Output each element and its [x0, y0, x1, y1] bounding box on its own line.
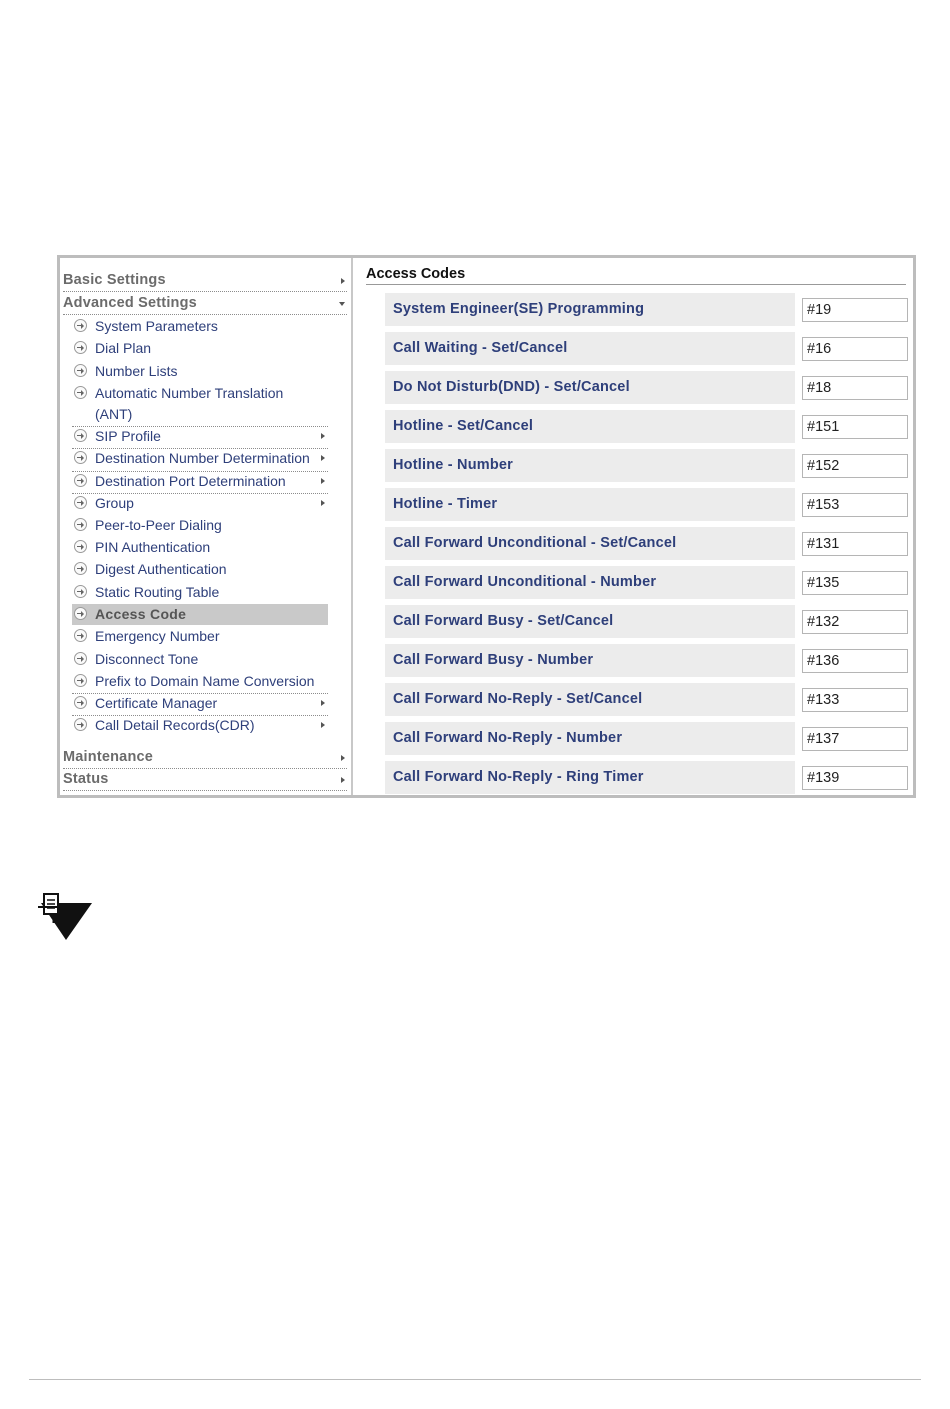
arrow-circle-icon — [74, 496, 87, 509]
arrow-circle-icon — [74, 562, 87, 575]
access-code-input[interactable] — [802, 649, 908, 673]
access-code-label: Call Forward Busy - Number — [385, 644, 795, 677]
access-code-input[interactable] — [802, 337, 908, 361]
section-basic-settings[interactable] — [63, 270, 347, 292]
sidebar — [60, 258, 350, 795]
access-code-label: Hotline - Timer — [385, 488, 795, 521]
sidebar-item-label: Static Routing Table — [95, 584, 220, 600]
sidebar-item-label: Number Lists — [95, 363, 178, 379]
access-code-row — [385, 605, 907, 638]
access-code-row — [385, 761, 907, 794]
access-code-row — [385, 488, 907, 521]
arrow-circle-icon — [74, 341, 87, 354]
access-code-row — [385, 293, 907, 326]
access-code-label: Call Forward Busy - Set/Cancel — [385, 605, 795, 638]
access-code-input[interactable] — [802, 571, 908, 595]
section-label: Basic Settings — [63, 272, 166, 288]
sidebar-item-label: SIP Profile — [95, 428, 161, 444]
access-code-input[interactable] — [802, 727, 908, 751]
sidebar-item-label: Access Code — [95, 606, 187, 622]
arrow-circle-icon — [74, 696, 87, 709]
access-code-row — [385, 410, 907, 443]
chevron-right-icon — [341, 777, 345, 783]
sidebar-item-destination-number-determination[interactable] — [72, 448, 328, 466]
arrow-circle-icon — [74, 386, 87, 399]
sidebar-item-sip-profile[interactable] — [72, 426, 328, 444]
sidebar-item-access-code[interactable] — [72, 604, 328, 625]
access-code-row — [385, 644, 907, 677]
arrow-circle-icon — [74, 629, 87, 642]
sidebar-item-label: PIN Authentication — [95, 539, 211, 555]
arrow-circle-icon — [74, 518, 87, 531]
access-code-input[interactable] — [802, 376, 908, 400]
access-codes-panel — [365, 258, 910, 795]
chevron-right-icon — [321, 700, 325, 706]
access-code-label: Call Forward Unconditional - Number — [385, 566, 795, 599]
access-code-input[interactable] — [802, 532, 908, 556]
arrow-circle-icon — [74, 585, 87, 598]
arrow-circle-icon — [74, 718, 87, 731]
access-code-label: Call Forward No-Reply - Set/Cancel — [385, 683, 795, 716]
section-status[interactable] — [63, 769, 347, 791]
sidebar-item-label: Call Detail Records(CDR) — [95, 717, 255, 733]
sidebar-item-label: Digest Authentication — [95, 561, 227, 577]
access-code-label: Hotline - Number — [385, 449, 795, 482]
page-title: Access Codes — [366, 265, 906, 285]
sidebar-item-label: Group — [95, 495, 134, 511]
arrow-circle-icon — [74, 364, 87, 377]
sidebar-item-label: Emergency Number — [95, 628, 220, 644]
sidebar-item-label: Disconnect Tone — [95, 651, 199, 667]
arrow-circle-icon — [74, 451, 87, 464]
section-label: Advanced Settings — [63, 295, 197, 311]
chevron-right-icon — [321, 722, 325, 728]
sidebar-item-label: (ANT) — [95, 406, 133, 422]
sidebar-item-label: Peer-to-Peer Dialing — [95, 517, 222, 533]
chevron-right-icon — [341, 755, 345, 761]
chevron-right-icon — [321, 500, 325, 506]
access-code-input[interactable] — [802, 415, 908, 439]
sidebar-item-label: Prefix to Domain Name Conversion — [95, 673, 315, 689]
chevron-right-icon — [321, 433, 325, 439]
access-code-input[interactable] — [802, 493, 908, 517]
screenshot-frame — [57, 255, 916, 798]
sidebar-item-label: Certificate Manager — [95, 695, 218, 711]
arrow-circle-icon — [74, 474, 87, 487]
sidebar-item-ant[interactable] — [72, 383, 328, 425]
access-code-input[interactable] — [802, 610, 908, 634]
sidebar-item-call-detail-records[interactable] — [72, 715, 328, 733]
chevron-right-icon — [321, 455, 325, 461]
access-code-row — [385, 683, 907, 716]
chevron-right-icon — [321, 478, 325, 484]
access-code-label: Do Not Disturb(DND) - Set/Cancel — [385, 371, 795, 404]
access-code-label: Call Forward Unconditional - Set/Cancel — [385, 527, 795, 560]
access-code-input[interactable] — [802, 298, 908, 322]
sidebar-item-group[interactable] — [72, 493, 328, 511]
sidebar-item-label: Destination Number Determination — [95, 450, 310, 466]
access-code-row — [385, 527, 907, 560]
section-maintenance[interactable] — [63, 747, 347, 769]
access-code-label: Hotline - Set/Cancel — [385, 410, 795, 443]
access-code-row — [385, 566, 907, 599]
arrow-circle-icon — [74, 319, 87, 332]
access-code-input[interactable] — [802, 766, 908, 790]
footer-rule — [29, 1379, 921, 1380]
arrow-circle-icon — [74, 540, 87, 553]
arrow-circle-icon — [74, 652, 87, 665]
chevron-down-icon — [339, 302, 345, 306]
chevron-right-icon — [341, 278, 345, 284]
access-code-label: Call Waiting - Set/Cancel — [385, 332, 795, 365]
access-code-row — [385, 722, 907, 755]
access-code-row — [385, 449, 907, 482]
panel-divider — [351, 258, 353, 795]
sidebar-item-label: Destination Port Determination — [95, 473, 286, 489]
note-icon — [36, 893, 96, 943]
sidebar-item-label: Dial Plan — [95, 340, 152, 356]
arrow-circle-icon — [74, 429, 87, 442]
access-code-label: Call Forward No-Reply - Number — [385, 722, 795, 755]
section-label: Status — [63, 771, 109, 787]
arrow-circle-icon — [74, 674, 87, 687]
access-code-row — [385, 332, 907, 365]
access-code-input[interactable] — [802, 454, 908, 478]
access-code-row — [385, 371, 907, 404]
sidebar-item-certificate-manager[interactable] — [72, 693, 328, 711]
access-code-input[interactable] — [802, 688, 908, 712]
sidebar-item-label: Automatic Number Translation — [95, 385, 284, 401]
access-code-label: System Engineer(SE) Programming — [385, 293, 795, 326]
access-code-label: Call Forward No-Reply - Ring Timer — [385, 761, 795, 794]
arrow-circle-icon — [74, 607, 87, 620]
section-advanced-settings[interactable] — [63, 293, 347, 315]
section-label: Maintenance — [63, 749, 154, 765]
sidebar-item-label: System Parameters — [95, 318, 218, 334]
sidebar-item-destination-port-determination[interactable] — [72, 471, 328, 489]
